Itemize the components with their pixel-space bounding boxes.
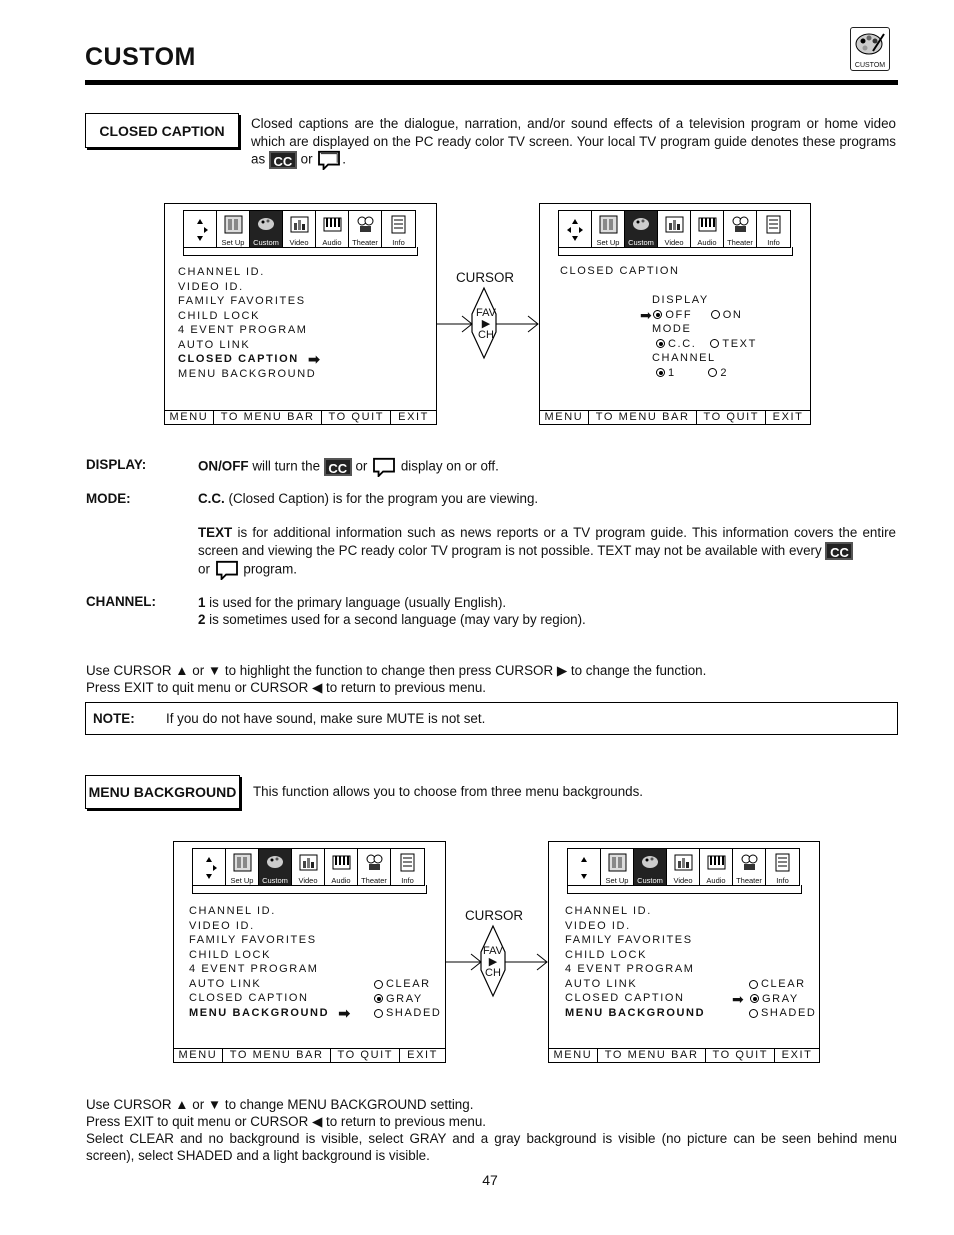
custom-menu-screen-1 <box>164 203 437 425</box>
footer-to-menu-bar: TO MENU BAR <box>223 1049 332 1062</box>
menu-background-intro: This function allows you to choose from three menu backgrounds. <box>253 784 644 799</box>
menu-item-selected[interactable]: MENU BACKGROUND <box>565 1006 706 1019</box>
footer-to-quit: TO QUIT <box>322 411 391 424</box>
instructions-2: Use CURSOR ▲ or ▼ to change MENU BACKGROUND setting. Press EXIT to quit menu or CURSOR ◀ to return to previous menu. Select CLEAR and no background is visible, select GRAY and a gray background is visible (no picture can be seen behind menu screen), select SHADED and a light background is visible. <box>86 1097 897 1163</box>
footer-exit: EXIT <box>398 411 430 423</box>
custom-icon: Custom <box>259 849 292 885</box>
custom-icon: Custom <box>250 211 283 247</box>
clear-radio[interactable] <box>374 980 383 989</box>
menu-item[interactable]: 4 EVENT PROGRAM <box>565 963 695 975</box>
footer-to-menu-bar: TO MENU BAR <box>589 411 698 424</box>
video-icon: Video <box>292 849 325 885</box>
fav-label: FAV <box>483 945 503 957</box>
menu-list <box>178 265 321 381</box>
display-row: ➡ OFF ON <box>640 306 743 323</box>
menu-item[interactable]: FAMILY FAVORITES <box>178 295 306 307</box>
note-box <box>85 702 898 735</box>
menu-item[interactable]: MENU BACKGROUND <box>178 367 317 380</box>
menu-footer <box>174 1048 445 1062</box>
theater-icon: Theater <box>724 211 757 247</box>
custom-badge <box>850 27 890 71</box>
display-on-radio[interactable] <box>711 310 720 319</box>
cc-symbol-icon: CC <box>269 151 297 169</box>
setup-icon: Set Up <box>592 211 625 247</box>
mode-cc-radio[interactable] <box>656 339 665 348</box>
footer-menu: MENU <box>165 411 214 424</box>
intro-text: Closed captions are the dialogue, narration, and/or sound effects of a television program or home video which are displayed on the PC ready color TV screen. Your local TV program guide denotes these programs as <box>251 116 896 167</box>
pointer-arrow-icon: ➡ <box>732 990 746 1007</box>
shaded-radio[interactable] <box>374 1009 383 1018</box>
play-icon: ▶ <box>481 318 491 330</box>
page-number: 47 <box>482 1172 498 1188</box>
ch-label: CH <box>478 329 494 341</box>
palette-icon <box>851 29 889 61</box>
gray-radio[interactable] <box>374 994 383 1003</box>
period-text: . <box>342 151 347 167</box>
cursor-label: CURSOR <box>465 908 524 923</box>
background-options: CLEAR GRAY SHADED <box>374 977 441 1021</box>
menu-item[interactable]: 4 EVENT PROGRAM <box>189 963 319 975</box>
setup-icon: Set Up <box>217 211 250 247</box>
menu-item[interactable]: FAMILY FAVORITES <box>189 934 317 946</box>
play-icon: ▶ <box>488 956 498 968</box>
icon-bar <box>558 210 791 248</box>
footer-to-quit: TO QUIT <box>697 411 766 424</box>
cursor-pad-icon <box>559 211 592 247</box>
menu-item[interactable]: VIDEO ID. <box>178 280 244 293</box>
mode-heading: MODE: <box>86 491 131 506</box>
caption-bubble-icon <box>371 457 397 477</box>
info-icon: Info <box>391 849 424 885</box>
footer-to-menu-bar: TO MENU BAR <box>598 1049 707 1062</box>
cursor-pad-icon <box>568 849 601 885</box>
icon-bar <box>567 848 800 886</box>
footer-exit: EXIT <box>407 1049 439 1061</box>
cc-options <box>640 293 757 380</box>
mode-text-radio[interactable] <box>710 339 719 348</box>
display-off-radio[interactable] <box>653 310 662 319</box>
theater-icon: Theater <box>349 211 382 247</box>
cc-symbol-icon: CC <box>825 542 853 560</box>
menu-item[interactable]: CLOSED CAPTION <box>189 992 309 1004</box>
menu-footer <box>540 410 810 424</box>
menu-background-screen <box>548 841 820 1063</box>
menu-footer <box>165 410 436 424</box>
mode-description: C.C. (Closed Caption) is for the program you are viewing. <box>198 491 539 506</box>
menu-item[interactable]: 4 EVENT PROGRAM <box>178 324 308 336</box>
custom-icon: Custom <box>625 211 658 247</box>
footer-menu: MENU <box>540 411 589 424</box>
menu-item-selected[interactable]: CLOSED CAPTION ➡ <box>178 351 322 368</box>
background-options: CLEAR ➡ GRAY SHADED <box>732 978 817 1019</box>
setup-icon: Set Up <box>601 849 634 885</box>
footer-to-quit: TO QUIT <box>331 1049 400 1062</box>
pointer-arrow-icon: ➡ <box>640 306 654 323</box>
channel-label: CHANNEL <box>652 352 716 364</box>
menu-item[interactable]: AUTO LINK <box>565 977 638 990</box>
channel-description: 1 is used for the primary language (usually English). 2 is sometimes used for a second language (may vary by region). <box>198 595 586 627</box>
menu-item[interactable]: FAMILY FAVORITES <box>565 934 693 946</box>
audio-icon: Audio <box>691 211 724 247</box>
fav-label: FAV <box>476 307 496 319</box>
shaded-radio[interactable] <box>749 1009 758 1018</box>
icon-bar <box>183 210 416 248</box>
instructions-1: Use CURSOR ▲ or ▼ to highlight the function to change then press CURSOR ▶ to change the function. Press EXIT to quit menu or CURSOR ◀ to return to previous menu. <box>86 663 707 695</box>
info-icon: Info <box>382 211 415 247</box>
gray-radio[interactable] <box>750 994 759 1003</box>
cursor-label: CURSOR <box>456 270 515 285</box>
audio-icon: Audio <box>700 849 733 885</box>
clear-radio[interactable] <box>749 980 758 989</box>
menu-item[interactable]: CHILD LOCK <box>565 948 648 961</box>
menu-item[interactable]: CHANNEL ID. <box>189 905 276 917</box>
caption-bubble-icon <box>316 150 342 170</box>
theater-icon: Theater <box>358 849 391 885</box>
menu-item[interactable]: CHILD LOCK <box>178 309 261 322</box>
menu-item[interactable]: VIDEO ID. <box>565 919 631 932</box>
footer-to-menu-bar: TO MENU BAR <box>214 411 323 424</box>
closed-caption-screen <box>539 203 811 425</box>
footer-exit: EXIT <box>772 411 804 423</box>
cursor-pad-icon <box>193 849 226 885</box>
closed-caption-intro <box>251 115 896 170</box>
fav-ch-button <box>474 308 498 341</box>
menu-list <box>189 904 352 1020</box>
menu-item-selected[interactable]: MENU BACKGROUND ➡ <box>189 1004 352 1021</box>
audio-icon: Audio <box>316 211 349 247</box>
or-text: or <box>300 151 313 167</box>
cursor-pad-icon <box>184 211 217 247</box>
video-icon: Video <box>283 211 316 247</box>
menu-item[interactable]: CLOSED CAPTION <box>565 992 685 1004</box>
setup-icon: Set Up <box>226 849 259 885</box>
ch-label: CH <box>485 967 501 979</box>
menu-item[interactable]: VIDEO ID. <box>189 919 255 932</box>
cc-symbol-icon: CC <box>324 458 352 476</box>
pointer-arrow-icon: ➡ <box>308 351 322 368</box>
theater-icon: Theater <box>733 849 766 885</box>
channel-row: 1 2 <box>656 366 757 381</box>
note-label: NOTE: <box>93 711 135 726</box>
footer-menu: MENU <box>549 1049 598 1062</box>
menu-background-label: MENU BACKGROUND <box>85 775 240 809</box>
footer-exit: EXIT <box>781 1049 813 1061</box>
display-description: ON/OFF will turn the CC or display on or off. <box>198 458 499 476</box>
audio-icon: Audio <box>325 849 358 885</box>
menu-item[interactable]: AUTO LINK <box>178 338 251 351</box>
channel-1-radio[interactable] <box>656 368 665 377</box>
page-title: CUSTOM <box>85 43 196 71</box>
info-icon: Info <box>757 211 790 247</box>
title-rule <box>85 80 898 85</box>
closed-caption-label: CLOSED CAPTION <box>85 113 239 148</box>
menu-item[interactable]: CHANNEL ID. <box>565 905 652 917</box>
mode-row: C.C. TEXT <box>656 337 757 352</box>
footer-to-quit: TO QUIT <box>706 1049 775 1062</box>
channel-heading: CHANNEL: <box>86 594 156 609</box>
menu-item[interactable]: AUTO LINK <box>189 977 262 990</box>
menu-item[interactable]: CHILD LOCK <box>189 948 272 961</box>
video-icon: Video <box>658 211 691 247</box>
video-icon: Video <box>667 849 700 885</box>
menu-footer <box>549 1048 819 1062</box>
fav-ch-button <box>481 946 505 979</box>
icon-bar <box>192 848 425 886</box>
text-description: TEXT is for additional information such as news reports or a TV program guide. This information covers the entire screen and viewing the PC ready color TV program is not possible. TEXT may not be available with every CC or program. <box>198 524 896 580</box>
menu-item[interactable]: CHANNEL ID. <box>178 266 265 278</box>
menu-list <box>565 904 705 1020</box>
custom-menu-screen-2 <box>173 841 446 1063</box>
caption-bubble-icon <box>214 560 240 580</box>
badge-label: CUSTOM <box>854 62 886 69</box>
pointer-arrow-icon: ➡ <box>338 1004 352 1021</box>
mode-label: MODE <box>652 323 692 335</box>
footer-menu: MENU <box>174 1049 223 1062</box>
channel-2-radio[interactable] <box>708 368 717 377</box>
note-text: If you do not have sound, make sure MUTE is not set. <box>166 711 486 726</box>
display-label: DISPLAY <box>652 294 709 306</box>
display-heading: DISPLAY: <box>86 457 147 472</box>
custom-icon: Custom <box>634 849 667 885</box>
cc-screen-title: CLOSED CAPTION <box>560 265 680 277</box>
info-icon: Info <box>766 849 799 885</box>
